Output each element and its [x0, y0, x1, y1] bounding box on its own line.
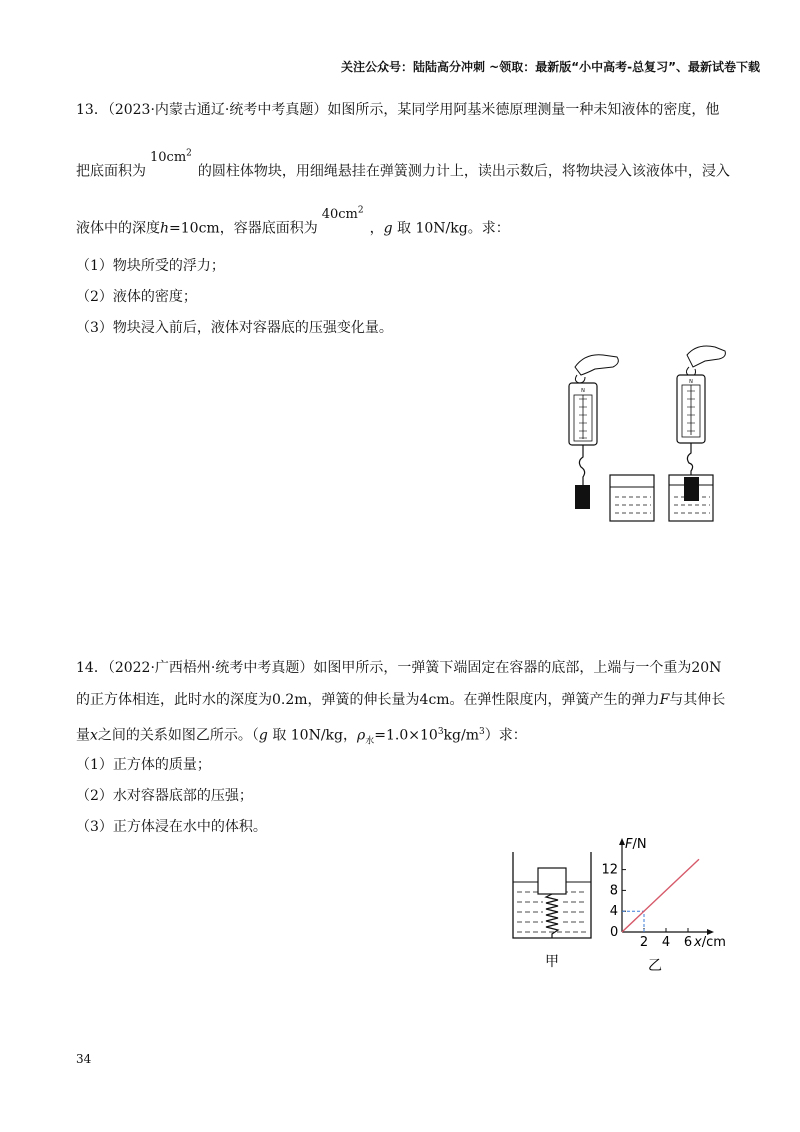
area1-base: 10cm [150, 150, 187, 166]
q14-line3 [76, 722, 527, 751]
q14-exp2: 3 [478, 727, 485, 737]
right-beaker [669, 475, 713, 521]
q13-line1: 13．（2023·内蒙古通辽·统考中考真题）如图所示，某同学用阿基米德原理测量一种未知液体的密度，他 [76, 102, 720, 118]
F-variable: F [659, 692, 670, 708]
right-hand-icon [687, 346, 725, 367]
q13-line3-b: =10cm，容器底面积为 [169, 220, 318, 237]
q13-line3-c: ， [369, 220, 384, 237]
page-number: 34 [76, 1052, 92, 1066]
q14-sub1: （1）正方体的质量； [76, 757, 211, 773]
area1-exp: 2 [186, 149, 192, 159]
rho-variable: ρ [357, 727, 366, 744]
q13-line3-a: 液体中的深度 [76, 220, 160, 237]
x-variable: x [90, 727, 98, 744]
y-axis-label [625, 837, 647, 852]
q13-line2 [76, 149, 730, 182]
q13-line2-a: 把底面积为 [76, 163, 146, 180]
label-yi: 乙 [648, 958, 662, 974]
y-tick-label-0: 4 [609, 904, 618, 920]
q14-line3-c: 取 10N/kg， [272, 727, 358, 744]
spring-coil [546, 894, 558, 938]
right-scale-unit: N [689, 379, 693, 385]
area2-exp: 2 [357, 206, 364, 216]
x-tick-label-2: 6 [683, 935, 693, 950]
q14-line3-a: 量 [76, 727, 90, 744]
y-tick-label-1: 8 [609, 883, 618, 899]
q14-line3-e: kg/m [443, 727, 479, 744]
x-axis-label [693, 935, 726, 950]
q14-exp1: 3 [437, 727, 444, 737]
rho-sub: 水 [365, 736, 375, 747]
series-line-0 [622, 859, 699, 932]
y-axis-var: F [625, 837, 633, 852]
q13-line3 [76, 206, 510, 239]
q13-line2-b: 的圆柱体物块，用细绳悬挂在弹簧测力计上，读出示数后，将物块浸入该液体中，浸入 [197, 163, 730, 180]
left-hand-icon [575, 355, 618, 375]
x-tick-label-1: 4 [661, 935, 671, 950]
x-axis-unit: /cm [701, 935, 726, 950]
x-tick-label-0: 2 [639, 935, 649, 950]
q13-sub3: （3）物块浸入前后，液体对容器底的压强变化量。 [76, 320, 393, 336]
left-scale-unit: N [581, 388, 585, 394]
q14-line1: 14．（2022·广西梧州·统考中考真题）如图甲所示，一弹簧下端固定在容器的底部，上端与一个重为20N [76, 660, 722, 676]
q13-sub1: （1）物块所受的浮力； [76, 258, 225, 274]
y-tick-label-2: 12 [601, 862, 618, 878]
label-jia: 甲 [545, 954, 559, 970]
cube-block [538, 868, 566, 894]
y-axis-unit: /N [632, 837, 647, 852]
q14-line3-f: ）求： [484, 727, 527, 744]
middle-beaker [610, 475, 654, 521]
x-axis-var: x [694, 935, 702, 950]
q14-sub3: （3）正方体浸在水中的体积。 [76, 819, 267, 835]
q14-chart-yi [600, 832, 730, 977]
left-block [575, 485, 590, 509]
area2-base: 40cm [321, 207, 358, 223]
g-variable-2: g [258, 727, 268, 744]
right-spring-scale [677, 375, 705, 477]
q14-line3-d: =1.0×10 [374, 727, 438, 744]
q13-sub2: （2）液体的密度； [76, 289, 197, 305]
q13-area1 [150, 150, 192, 165]
origin-label: 0 [610, 925, 619, 940]
q14-line2-b: 与其伸长 [669, 692, 726, 708]
page-header: 关注公众号：陆陆高分冲刺 ~领取：最新版“小中高考-总复习”、最新试卷下载 [341, 60, 760, 74]
q14-figure-jia [505, 848, 605, 978]
q13-area2 [322, 207, 364, 222]
q14-line2-a: 的正方体相连，此时水的深度为0.2m，弹簧的伸长量为4cm。在弹性限度内，弹簧产生的弹力 [76, 692, 660, 708]
q13-line3-d: 取 10N/kg。求： [397, 220, 510, 237]
h-variable: h [160, 220, 170, 237]
q13-figure [555, 345, 730, 530]
left-spring-scale [569, 383, 597, 509]
q14-sub2: （2）水对容器底部的压强； [76, 788, 253, 804]
g-variable: g [383, 220, 393, 237]
q14-line2 [76, 690, 725, 710]
left-ring-icon [575, 375, 585, 383]
right-block [684, 477, 699, 501]
q14-line3-b: 之间的关系如图乙所示。（ [97, 727, 259, 744]
